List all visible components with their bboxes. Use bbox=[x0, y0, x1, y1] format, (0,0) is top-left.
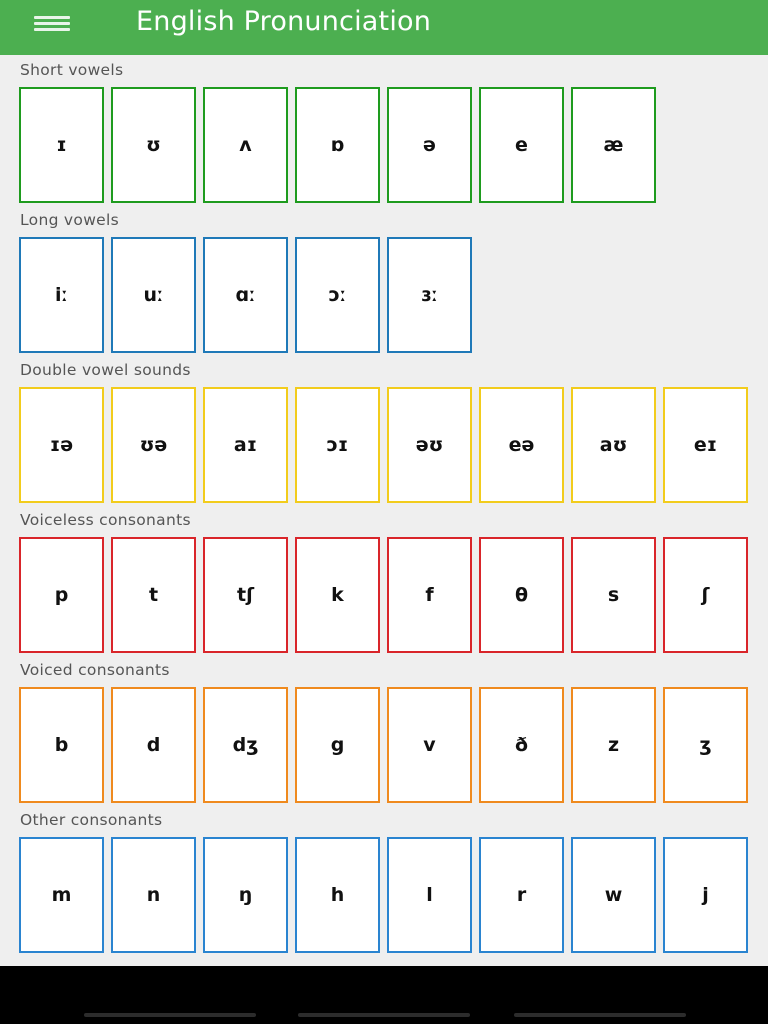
section-label-other-consonants: Other consonants bbox=[20, 811, 163, 829]
phoneme-symbol: v bbox=[423, 734, 436, 756]
phoneme-symbol: ʊ bbox=[146, 134, 161, 156]
phoneme-card[interactable] bbox=[295, 687, 380, 803]
phoneme-symbol: eɪ bbox=[693, 434, 718, 456]
card-row-short-vowels bbox=[19, 87, 759, 205]
nav-home-handle[interactable] bbox=[298, 1013, 470, 1017]
phoneme-symbol: ŋ bbox=[238, 884, 253, 906]
section-label-double-vowel-sounds: Double vowel sounds bbox=[20, 361, 191, 379]
phoneme-card[interactable] bbox=[203, 687, 288, 803]
phoneme-card[interactable] bbox=[571, 387, 656, 503]
phoneme-symbol: l bbox=[426, 884, 433, 906]
app-bar bbox=[0, 0, 768, 55]
card-row-voiceless-consonants bbox=[19, 537, 759, 655]
phoneme-card[interactable] bbox=[111, 387, 196, 503]
phoneme-symbol: ɪə bbox=[49, 434, 74, 456]
phoneme-symbol: əʊ bbox=[415, 434, 444, 456]
phoneme-card[interactable] bbox=[479, 387, 564, 503]
phoneme-card[interactable] bbox=[203, 537, 288, 653]
phoneme-symbol: d bbox=[146, 734, 161, 756]
phoneme-symbol: ɔɪ bbox=[326, 434, 349, 456]
phoneme-symbol: n bbox=[146, 884, 161, 906]
section-label-long-vowels: Long vowels bbox=[20, 211, 119, 229]
phoneme-card[interactable] bbox=[571, 537, 656, 653]
phoneme-symbol: eə bbox=[508, 434, 535, 456]
card-row-other-consonants bbox=[19, 837, 759, 955]
phoneme-card[interactable] bbox=[387, 837, 472, 953]
phoneme-card[interactable] bbox=[295, 237, 380, 353]
phoneme-symbol: g bbox=[330, 734, 345, 756]
phoneme-symbol: b bbox=[54, 734, 69, 756]
phoneme-symbol: z bbox=[607, 734, 620, 756]
phoneme-symbol: f bbox=[425, 584, 434, 606]
phoneme-symbol: iː bbox=[55, 284, 68, 306]
phoneme-symbol: aɪ bbox=[233, 434, 258, 456]
card-row-long-vowels bbox=[19, 237, 759, 355]
phoneme-card[interactable] bbox=[203, 837, 288, 953]
phoneme-card[interactable] bbox=[479, 537, 564, 653]
phoneme-symbol: uː bbox=[143, 284, 164, 306]
phoneme-symbol: h bbox=[330, 884, 345, 906]
phoneme-card[interactable] bbox=[387, 537, 472, 653]
phoneme-symbol: e bbox=[515, 134, 528, 156]
phoneme-card[interactable] bbox=[295, 837, 380, 953]
phoneme-symbol: ʌ bbox=[239, 134, 252, 156]
phoneme-card[interactable] bbox=[571, 837, 656, 953]
phoneme-card[interactable] bbox=[19, 687, 104, 803]
phoneme-card[interactable] bbox=[111, 687, 196, 803]
phoneme-symbol: j bbox=[702, 884, 709, 906]
phoneme-card[interactable] bbox=[111, 537, 196, 653]
app-title: English Pronunciation bbox=[136, 6, 432, 37]
phoneme-card[interactable] bbox=[203, 87, 288, 203]
phoneme-card[interactable] bbox=[203, 237, 288, 353]
phoneme-symbol: t bbox=[148, 584, 159, 606]
phoneme-card[interactable] bbox=[111, 87, 196, 203]
phoneme-symbol: dʒ bbox=[232, 734, 259, 756]
phoneme-symbol: ʃ bbox=[701, 584, 710, 606]
phoneme-symbol: ɜː bbox=[421, 284, 438, 306]
phoneme-symbol: m bbox=[51, 884, 72, 906]
section-label-voiced-consonants: Voiced consonants bbox=[20, 661, 170, 679]
phoneme-symbol: aʊ bbox=[599, 434, 628, 456]
phoneme-symbol: ɒ bbox=[330, 134, 345, 156]
section-label-short-vowels: Short vowels bbox=[20, 61, 124, 79]
phoneme-card[interactable] bbox=[571, 687, 656, 803]
phoneme-card[interactable] bbox=[19, 837, 104, 953]
system-navigation-bar bbox=[0, 966, 768, 1024]
phoneme-symbol: s bbox=[607, 584, 620, 606]
phoneme-symbol: tʃ bbox=[237, 584, 254, 606]
phoneme-card[interactable] bbox=[479, 837, 564, 953]
phoneme-symbol: ə bbox=[423, 134, 436, 156]
phoneme-symbol: r bbox=[516, 884, 527, 906]
phoneme-symbol: ʊə bbox=[139, 434, 168, 456]
phoneme-symbol: ɪ bbox=[56, 134, 67, 156]
card-row-voiced-consonants bbox=[19, 687, 759, 805]
phoneme-symbol: ð bbox=[514, 734, 529, 756]
phoneme-card[interactable] bbox=[571, 87, 656, 203]
nav-back-handle[interactable] bbox=[514, 1013, 686, 1017]
phoneme-card[interactable] bbox=[19, 87, 104, 203]
phoneme-symbol: p bbox=[54, 584, 69, 606]
hamburger-menu-icon[interactable] bbox=[24, 8, 80, 38]
phoneme-card[interactable] bbox=[663, 687, 748, 803]
phoneme-card[interactable] bbox=[479, 87, 564, 203]
phoneme-card[interactable] bbox=[111, 837, 196, 953]
phoneme-symbol: æ bbox=[603, 134, 624, 156]
phoneme-card[interactable] bbox=[295, 87, 380, 203]
nav-recents-handle[interactable] bbox=[84, 1013, 256, 1017]
phoneme-card[interactable] bbox=[663, 837, 748, 953]
phoneme-card[interactable] bbox=[479, 687, 564, 803]
phoneme-card[interactable] bbox=[387, 237, 472, 353]
phoneme-card[interactable] bbox=[111, 237, 196, 353]
phoneme-symbol: θ bbox=[514, 584, 529, 606]
phoneme-symbol: ɑː bbox=[235, 284, 256, 306]
phoneme-symbol: k bbox=[331, 584, 344, 606]
phoneme-card[interactable] bbox=[295, 537, 380, 653]
phoneme-card[interactable] bbox=[387, 87, 472, 203]
card-row-double-vowel-sounds bbox=[19, 387, 759, 505]
section-label-voiceless-consonants: Voiceless consonants bbox=[20, 511, 191, 529]
phoneme-card[interactable] bbox=[663, 387, 748, 503]
phoneme-symbol: ɔː bbox=[328, 284, 347, 306]
phoneme-card[interactable] bbox=[19, 387, 104, 503]
phoneme-card[interactable] bbox=[387, 387, 472, 503]
phoneme-card[interactable] bbox=[663, 537, 748, 653]
phoneme-card[interactable] bbox=[19, 537, 104, 653]
phoneme-card[interactable] bbox=[295, 387, 380, 503]
phoneme-card[interactable] bbox=[19, 237, 104, 353]
phoneme-card[interactable] bbox=[203, 387, 288, 503]
phoneme-symbol: ʒ bbox=[699, 734, 712, 756]
phoneme-symbol: w bbox=[604, 884, 623, 906]
phoneme-card[interactable] bbox=[387, 687, 472, 803]
